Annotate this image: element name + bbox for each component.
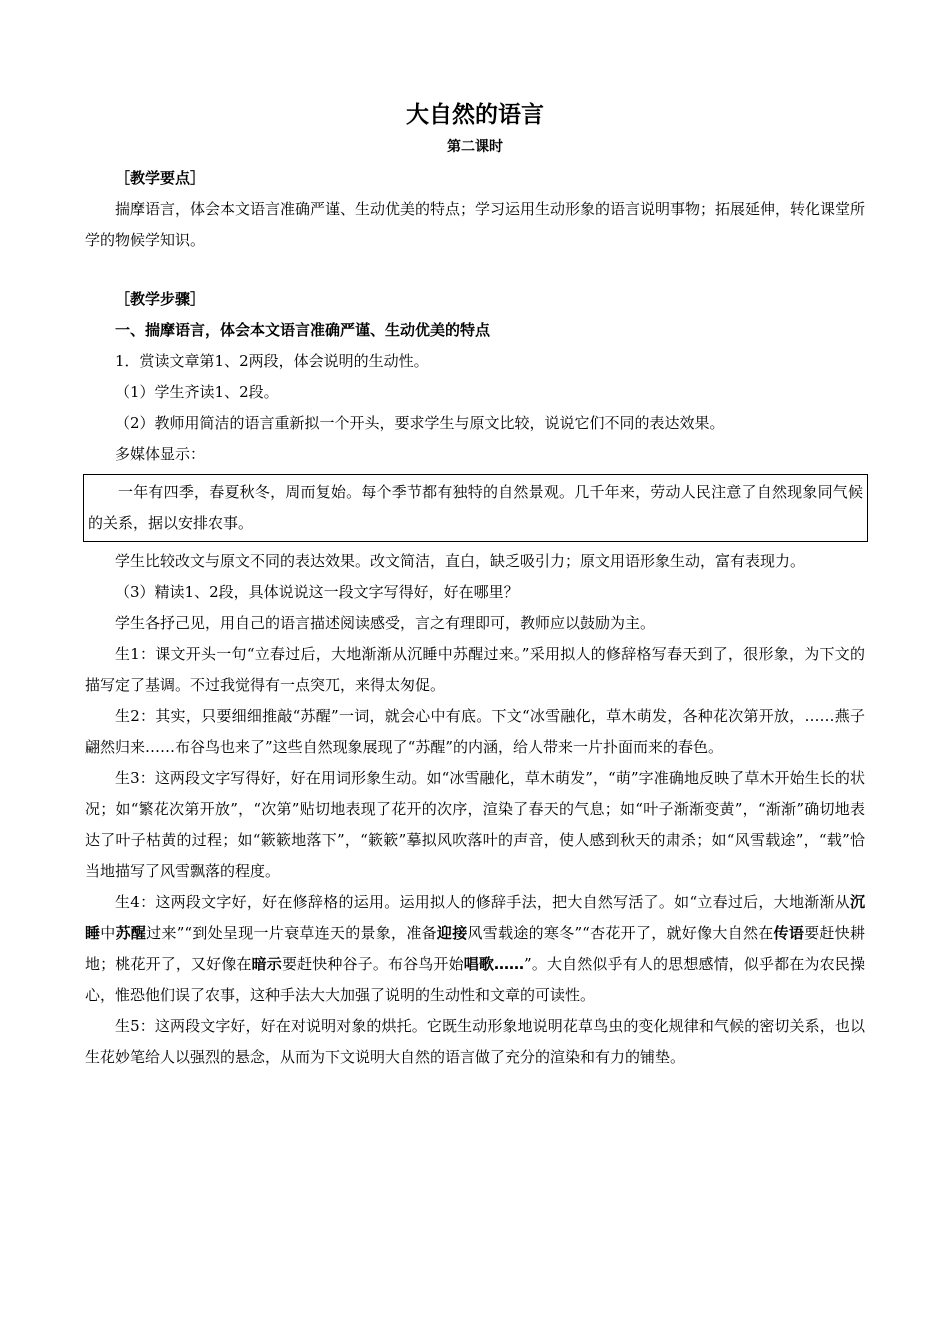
- s4-bold-4: 传语: [773, 924, 805, 942]
- compare-paragraph: 学生比较改文与原文不同的表达效果。改文简洁，直白，缺乏吸引力；原文用语形象生动，富有表现力。: [115, 552, 806, 570]
- step-item-1-2: （2）教师用简洁的语言重新拟一个开头，要求学生与原文比较，说说它们不同的表达效果。: [115, 414, 725, 432]
- s4-text-5: 要赶快耕地；桃花开了，又好像在: [85, 924, 865, 973]
- step-item-1: 1．赏读文章第1、2两段，体会说明的生动性。: [115, 352, 429, 370]
- spacer: [85, 256, 865, 284]
- section-heading-steps: ［教学步骤］: [115, 290, 206, 308]
- multimedia-box-text: 一年有四季，春夏秋冬，周而复始。每个季节都有独特的自然景观。几千年来，劳动人民注意了自然现象同气候的关系，据以安排农事。: [88, 483, 863, 532]
- document-body: [85, 163, 865, 1073]
- s4-text-2: 中: [100, 924, 116, 942]
- section-heading-points: ［教学要点］: [115, 169, 206, 187]
- student-3-paragraph: 生3：这两段文字写得好，好在用词形象生动。如“冰雪融化，草木萌发”，“萌”字准确地反映了草木开始生长的状况；如“繁花次第开放”，“次第”贴切地表现了花开的次序，渲染了春天的气息；如“叶子渐渐变黄”，“渐渐”确切地表达了叶子枯黄的过程；如“簌簌地落下”，“簌簌”摹拟风吹落叶的声音，使人感到秋天的肃杀；如“风雪载途”，“载”恰当地描写了风雪飘落的程度。: [85, 769, 865, 880]
- step-item-1-3: （3）精读1、2段，具体说说这一段文字写得好，好在哪里？: [115, 583, 519, 601]
- s4-text-6: 要赶快种谷子。布谷鸟开始: [281, 955, 464, 973]
- points-paragraph: 揣摩语言，体会本文语言准确严谨、生动优美的特点；学习运用生动形象的语言说明事物；拓展延伸，转化课堂所学的物候学知识。: [85, 200, 866, 249]
- document-title: 大自然的语言: [406, 102, 544, 128]
- multimedia-label: 多媒体显示：: [115, 445, 206, 463]
- s4-bold-6: 唱歌……: [463, 955, 525, 973]
- multimedia-box: [83, 474, 868, 542]
- s4-text-7: ”。大自然似乎有人的思想感情，似乎都在为农民操心，惟恐他们误了农事，这种手法大大加强了说明的生动性和文章的可读性。: [85, 955, 865, 1004]
- s4-bold-1: 沉睡: [85, 893, 865, 942]
- student-4-paragraph: [85, 887, 865, 1011]
- student-2-paragraph: 生2：其实，只要细细推敲“苏醒”一词，就会心中有底。下文“冰雪融化，草木萌发，各种花次第开放，……燕子翩然归来……布谷鸟也来了”这些自然现象展现了“苏醒”的内涵，给人带来一片扑面而来的春色。: [85, 707, 865, 756]
- student-5-paragraph: 生5：这两段文字好，好在对说明对象的烘托。它既生动形象地说明花草鸟虫的变化规律和气候的密切关系，也以生花妙笔给人以强烈的悬念，从而为下文说明大自然的语言做了充分的渲染和有力的铺垫。: [85, 1017, 865, 1066]
- s4-text-4: 风雪载途的寒冬”“杏花开了，就好像大自然在: [467, 924, 774, 942]
- s4-text-1: 生4：这两段文字好，好在修辞格的运用。运用拟人的修辞手法，把大自然写活了。如“立春过后，大地渐渐从: [115, 893, 850, 911]
- part1-heading: 一、揣摩语言，体会本文语言准确严谨、生动优美的特点: [115, 321, 491, 339]
- s4-text-3: 过来”“到处呈现一片衰草连天的景象，准备: [146, 924, 437, 942]
- free-discussion-paragraph: 学生各抒己见，用自己的语言描述阅读感受，言之有理即可，教师应以鼓励为主。: [115, 614, 656, 632]
- student-1-paragraph: 生1：课文开头一句“立春过后，大地渐渐从沉睡中苏醒过来。”采用拟人的修辞格写春天到了，很形象，为下文的描写定了基调。不过我觉得有一点突兀，来得太匆促。: [85, 645, 865, 694]
- s4-bold-3: 迎接: [436, 924, 468, 942]
- step-item-1-1: （1）学生齐读1、2段。: [115, 383, 279, 401]
- s4-bold-2: 苏醒: [115, 924, 147, 942]
- s4-bold-5: 暗示: [251, 955, 282, 973]
- document-subtitle: 第二课时: [447, 139, 503, 155]
